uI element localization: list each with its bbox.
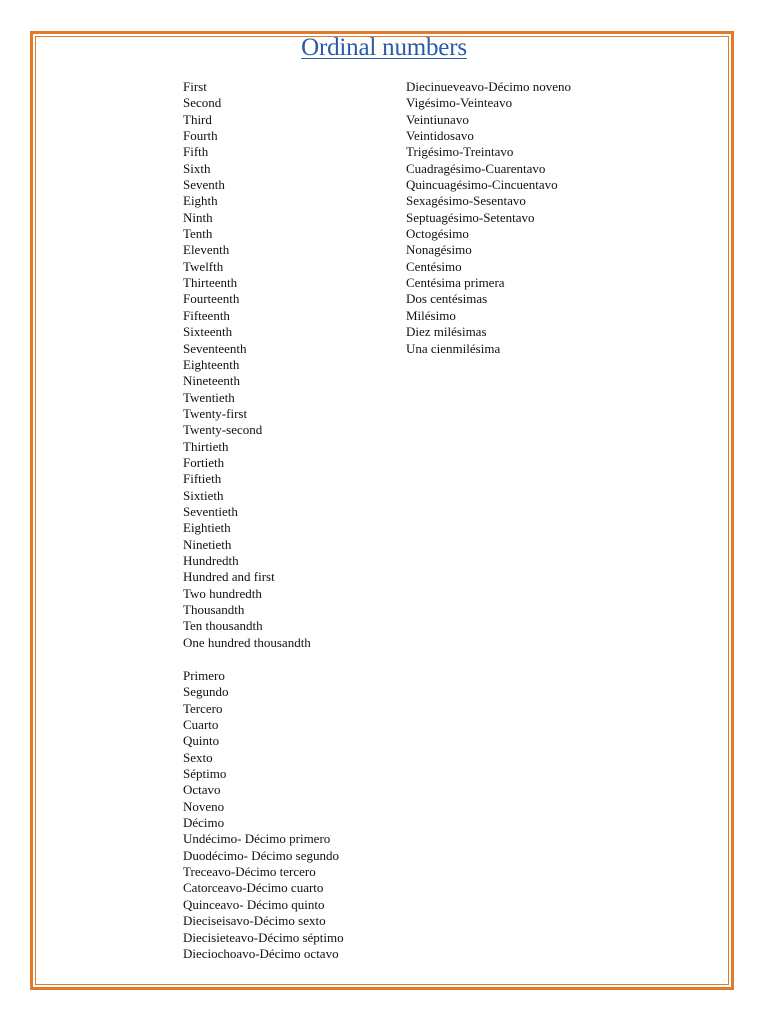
english-ordinal-item: Hundredth <box>183 552 239 568</box>
spanish-ordinal-item: Octavo <box>183 782 221 798</box>
spanish-ordinal-item: Primero <box>183 668 225 683</box>
english-ordinal-item: Sixth <box>183 160 211 176</box>
english-ordinal-item: Ninetieth <box>183 536 232 552</box>
spanish-ordinal-item: Veintiunavo <box>406 111 469 127</box>
english-ordinal-item: Hundred and first <box>183 569 275 585</box>
english-ordinal-item: Thousandth <box>183 602 245 617</box>
english-ordinal-item: Fifteenth <box>183 307 230 323</box>
spanish-ordinal-item: Duodécimo- Décimo segundo <box>183 847 339 863</box>
spanish-ordinal-item: Quinceavo- Décimo quinto <box>183 896 325 912</box>
english-ordinal-item: Seventh <box>183 177 225 193</box>
spanish-ordinal-item: Séptimo <box>183 766 227 782</box>
spanish-ordinal-item: Décimo <box>183 815 225 831</box>
spanish-ordinal-item: Catorceavo-Décimo cuarto <box>183 880 324 896</box>
spanish-ordinal-item: Vigésimo-Veinteavo <box>406 95 513 111</box>
english-ordinal-item: Twelfth <box>183 258 224 274</box>
page-border-inner <box>35 36 729 985</box>
spanish-ordinals-list-second <box>406 79 571 357</box>
spanish-ordinal-item: Treceavo-Décimo tercero <box>183 864 316 880</box>
spanish-ordinal-item: Una cienmilésima <box>406 340 501 356</box>
spanish-ordinal-item: Quincuagésimo-Cincuentavo <box>406 177 558 193</box>
spanish-ordinal-item: Dieciochoavo-Décimo octavo <box>183 945 339 961</box>
page-title: Ordinal numbers <box>301 34 467 61</box>
english-ordinal-item: Eleventh <box>183 242 230 258</box>
english-ordinal-item: Fortieth <box>183 454 225 470</box>
spanish-ordinals-list-first <box>183 668 344 962</box>
english-ordinal-item: First <box>183 79 207 94</box>
spanish-ordinal-item: Nonagésimo <box>406 242 472 258</box>
spanish-ordinal-item: Diecisieteavo-Décimo séptimo <box>183 929 344 945</box>
english-ordinal-item: Twentieth <box>183 389 235 405</box>
spanish-ordinal-item: Sexagésimo-Sesentavo <box>406 193 526 209</box>
english-ordinal-item: One hundred thousandth <box>183 634 311 650</box>
spanish-ordinal-item: Segundo <box>183 684 229 700</box>
spanish-ordinal-item: Octogésimo <box>406 226 469 242</box>
english-ordinal-item: Thirtieth <box>183 438 229 454</box>
spanish-ordinal-item: Dieciseisavo-Décimo sexto <box>183 913 326 929</box>
english-ordinal-item: Ten thousandth <box>183 618 263 634</box>
spanish-ordinal-item: Noveno <box>183 798 225 814</box>
english-ordinal-item: Twenty-first <box>183 405 248 421</box>
spanish-ordinal-item: Milésimo <box>406 307 456 323</box>
spanish-ordinal-item: Undécimo- Décimo primero <box>183 831 331 847</box>
english-ordinal-item: Eightieth <box>183 520 231 536</box>
spanish-ordinal-item: Centésima primera <box>406 275 505 291</box>
english-ordinal-item: Eighteenth <box>183 356 240 372</box>
english-ordinal-item: Nineteenth <box>183 373 241 389</box>
english-ordinal-item: Eighth <box>183 193 218 209</box>
spanish-ordinal-item: Dos centésimas <box>406 291 488 307</box>
english-ordinal-item: Twenty-second <box>183 422 263 438</box>
spanish-ordinal-item: Quinto <box>183 733 220 749</box>
spanish-ordinal-item: Diecinueveavo-Décimo noveno <box>406 79 571 94</box>
english-ordinal-item: Seventeenth <box>183 340 247 356</box>
english-ordinal-item: Sixtieth <box>183 487 224 503</box>
english-ordinal-item: Sixteenth <box>183 324 233 340</box>
english-ordinal-item: Fiftieth <box>183 471 222 487</box>
english-ordinal-item: Fourteenth <box>183 291 240 307</box>
spanish-ordinal-item: Centésimo <box>406 258 462 274</box>
spanish-ordinal-item: Trigésimo-Treintavo <box>406 144 514 160</box>
english-ordinal-item: Tenth <box>183 226 213 242</box>
english-ordinal-item: Two hundredth <box>183 585 262 601</box>
english-ordinal-item: Fourth <box>183 128 218 144</box>
spanish-ordinal-item: Cuarto <box>183 717 219 733</box>
spanish-ordinal-item: Veintidosavo <box>406 128 474 144</box>
spanish-ordinal-item: Sexto <box>183 749 213 765</box>
english-ordinal-item: Second <box>183 95 222 111</box>
english-ordinal-item: Fifth <box>183 144 209 160</box>
english-ordinal-item: Seventieth <box>183 503 238 519</box>
english-ordinals-list <box>183 79 311 651</box>
spanish-ordinal-item: Cuadragésimo-Cuarentavo <box>406 160 546 176</box>
spanish-ordinal-item: Septuagésimo-Setentavo <box>406 209 535 225</box>
spanish-ordinal-item: Diez milésimas <box>406 324 487 340</box>
spanish-ordinal-item: Tercero <box>183 700 223 716</box>
english-ordinal-item: Third <box>183 111 212 127</box>
english-ordinal-item: Ninth <box>183 209 213 225</box>
english-ordinal-item: Thirteenth <box>183 275 238 291</box>
